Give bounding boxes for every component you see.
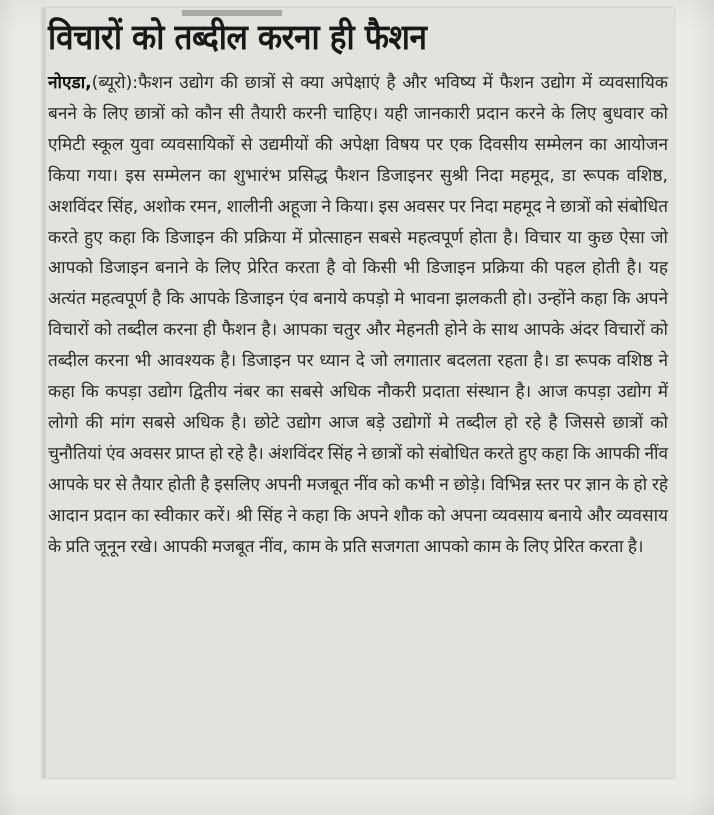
headline: विचारों को तब्दील करना ही फैशन (48, 18, 427, 58)
clipping-edge-shadow (42, 8, 46, 778)
article-text: फैशन उद्योग की छात्रों से क्या अपेक्षाएं है और भविष्य में फैशन उद्योग में व्यवसायिक बनने के लिए छात्रों को कौन सी तैयारी करनी चाहिए। यही जानकारी प्रदान करने के लिए बुधवार को एमिटी स्कूल युवा व्यवसायिकों से उद्यमीयों की अपेक्षा विषय पर एक दिवसीय सम्मेलन का आयोजन किया गया। इस सम्मेलन का शुभारंभ प्रसिद्ध फैशन डिजाइनर सुश्री निदा महमूद, डा रूपक वशिष्ठ, अशविंदर सिंह, अशोक रमन, शालीनी अहूजा ने किया। इस अवसर पर निदा महमूद ने छात्रों को संबोधित करते हुए कहा कि डिजाइन की प्रक्रिया में प्रोत्साहन सबसे महत्वपूर्ण होता है। विचार या कुछ ऐसा जो आपको डिजाइन बनाने के लिए प्रेरित करता है वो किसी भी डिजाइन प्रक्रिया की पहल होती है। यह अत्यंत महत्वपूर्ण है कि आपके डिजाइन एंव बनाये कपड़ो मे भावना झलकती हो। उन्होंने कहा कि अपने विचारों को तब्दील करना ही फैशन है। आपका चतुर और मेहनती होने के साथ आपके अंदर विचारों को तब्दील करना भी आवश्यक है। डिजाइन पर ध्यान दे जो लगातार बदलता रहता है। डा रूपक वशिष्ठ ने कहा कि कपड़ा उद्योग द्वितीय नंबर का सबसे अधिक नौकरी प्रदाता संस्थान है। आज कपड़ा उद्योग में लोगो की मांग सबसे अधिक है। छोटे उद्योग आज बड़े उद्योगों मे तब्दील हो रहे है जिससे छात्रों को चुनौतियां एंव अवसर प्राप्त हो रहे है। अंशविंदर सिंह ने छात्रों को संबोधित करते हुए कहा कि आपकी नींव आपके घर से तैयार होती है इसलिए अपनी मजबूत नींव को कभी न छोड़े। विभिन्न स्तर पर ज्ञान के हो रहे आदान प्रदान का स्वीकार करें। श्री सिंह ने कहा कि अपने शौक को अपना व्यवसाय बनाये और व्यवसाय के प्रति जूनून रखे। आपकी मजबूत नींव, काम के प्रति सजगता आपको काम के लिए प्रेरित करता है। (48, 73, 668, 557)
news-source: (ब्यूरो): (91, 73, 139, 93)
dateline: नोएडा, (48, 73, 92, 93)
article-body (48, 68, 668, 563)
newspaper-clipping (42, 8, 674, 778)
